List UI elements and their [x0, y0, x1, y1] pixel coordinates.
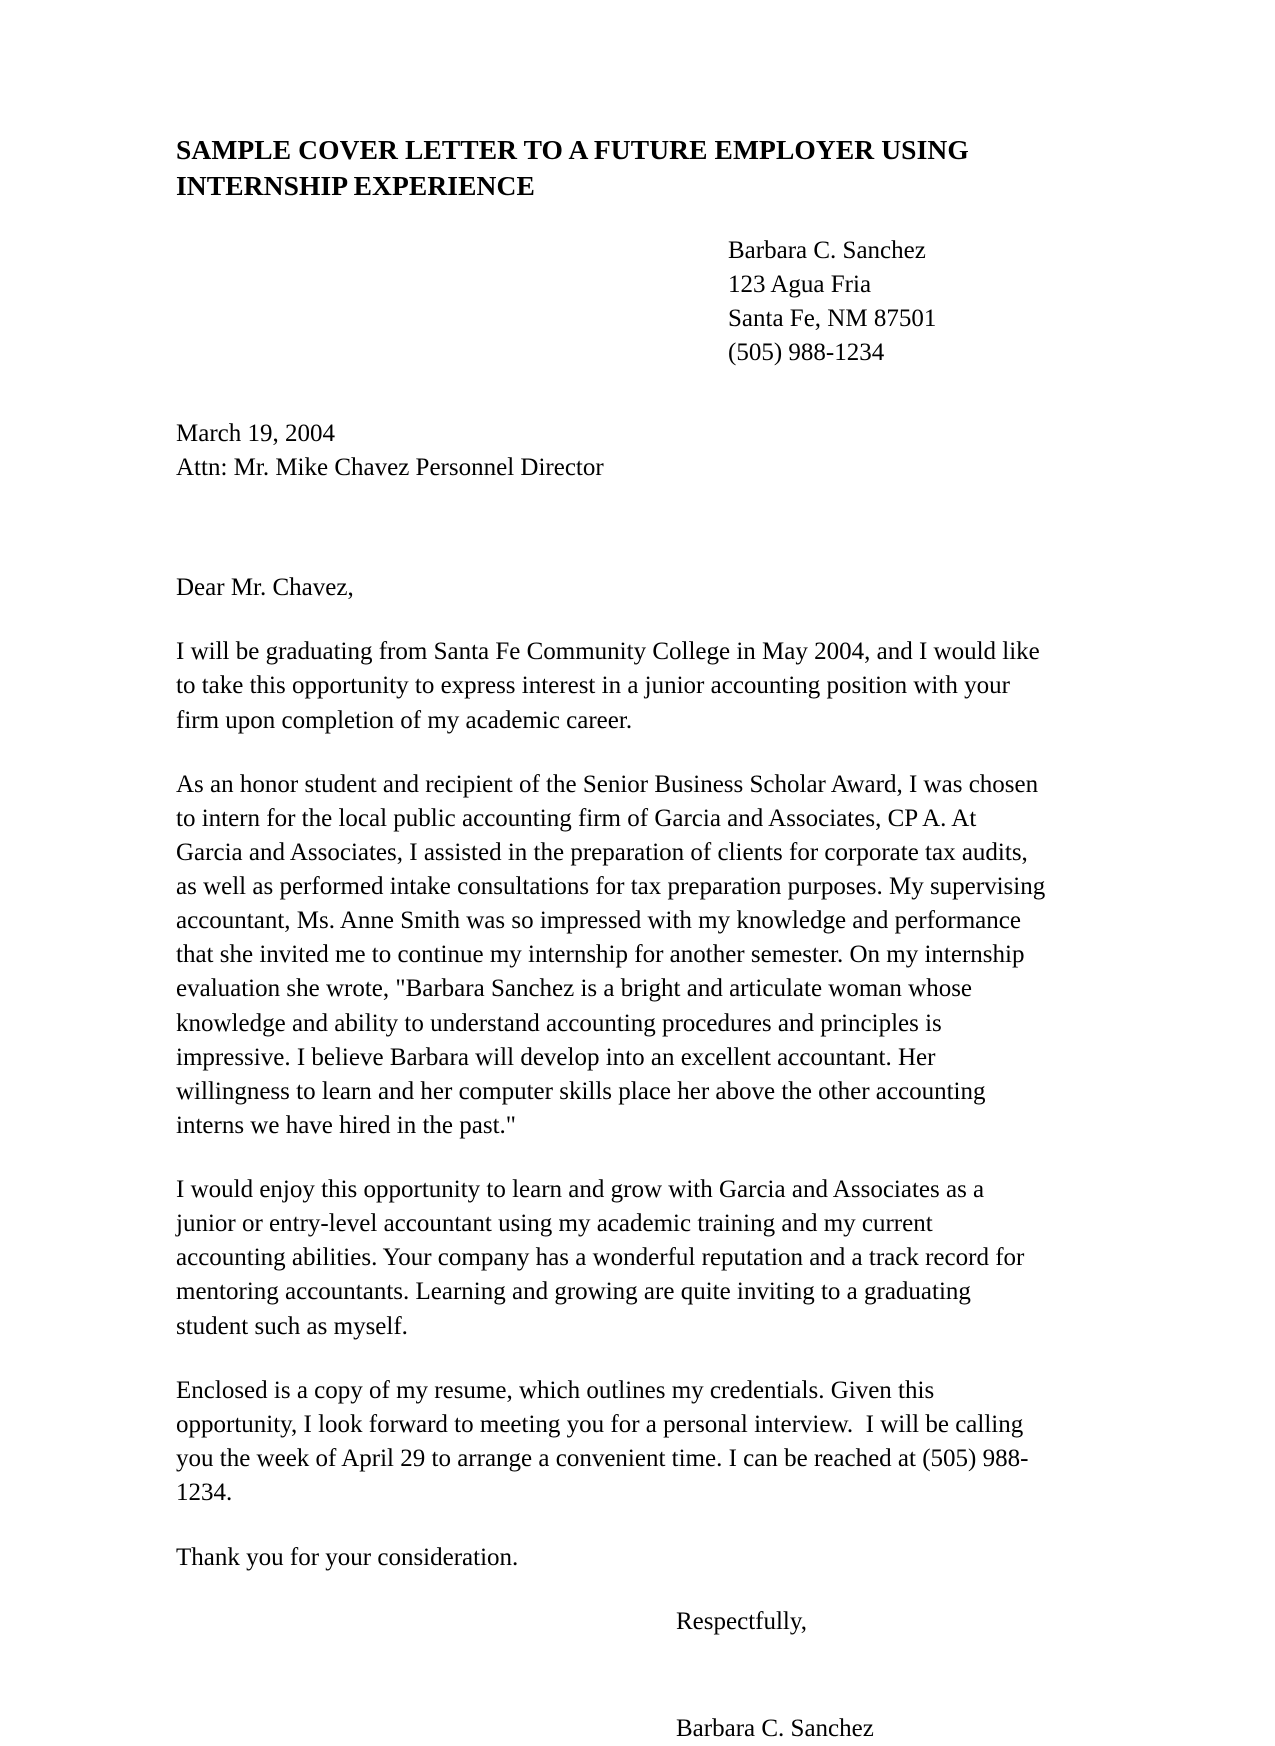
closing-line: Respectfully, — [676, 1608, 807, 1636]
date-and-attention-block — [176, 417, 1046, 486]
sender-phone: (505) 988-1234 — [728, 339, 885, 367]
body-paragraph-1: I will be graduating from Santa Fe Community College in May 2004, and I would like to take this opportunity to express interest in a junior accounting position with your firm upon completion of my academic career. — [176, 638, 1047, 734]
thank-you-line: Thank you for your consideration. — [176, 1544, 519, 1572]
body-paragraph-3: I would enjoy this opportunity to learn and grow with Garcia and Associates as a junior or entry-level accountant using my academic training and my current accounting abilities. Your company has a wonderful reputation and a track record for mentoring accountants. Learning and growing are quite inviting to a graduating student such as myself. — [176, 1176, 1031, 1340]
attention-line: Attn: Mr. Mike Chavez Personnel Director — [176, 453, 604, 481]
page-title-line-1: SAMPLE COVER LETTER TO A FUTURE EMPLOYER USING — [176, 134, 969, 165]
letter-body — [176, 132, 1052, 1746]
letter-date: March 19, 2004 — [176, 419, 335, 447]
sender-name: Barbara C. Sanchez — [728, 236, 926, 264]
sender-city-state-zip: Santa Fe, NM 87501 — [728, 305, 937, 332]
sender-street: 123 Agua Fria — [728, 270, 872, 298]
sender-address-block — [728, 234, 1046, 371]
body-paragraph-2: As an honor student and recipient of the Senior Business Scholar Award, I was chosen to intern for the local public accounting firm of Garcia and Associates, CP A. At Garcia and Associates, I assisted in the preparation of clients for corporate tax audits, as well as performed intake consultations for tax preparation purposes. My supervising accountant, Ms. Anne Smith was so impressed with my knowledge and performance that she invited me to continue my internship for another semester. On my internship evaluation she wrote, "Barbara Sanchez is a bright and articulate woman whose knowledge and ability to understand accounting procedures and principles is impressive. I believe Barbara will develop into an excellent accountant. Her willingness to learn and her computer skills place her above the other accounting interns we have hired in the past." — [176, 770, 1052, 1139]
page-title-line-2: INTERNSHIP EXPERIENCE — [176, 169, 535, 201]
page-title — [176, 132, 1046, 204]
salutation: Dear Mr. Chavez, — [176, 574, 354, 601]
signature-name: Barbara C. Sanchez — [676, 1714, 874, 1742]
body-paragraph-4: Enclosed is a copy of my resume, which outlines my credentials. Given this opportunity, I look forward to meeting you for a personal interview. I will be calling you the week of April 29 to arrange a convenient time. I can be reached at (505) 988-1234. — [176, 1376, 1030, 1506]
